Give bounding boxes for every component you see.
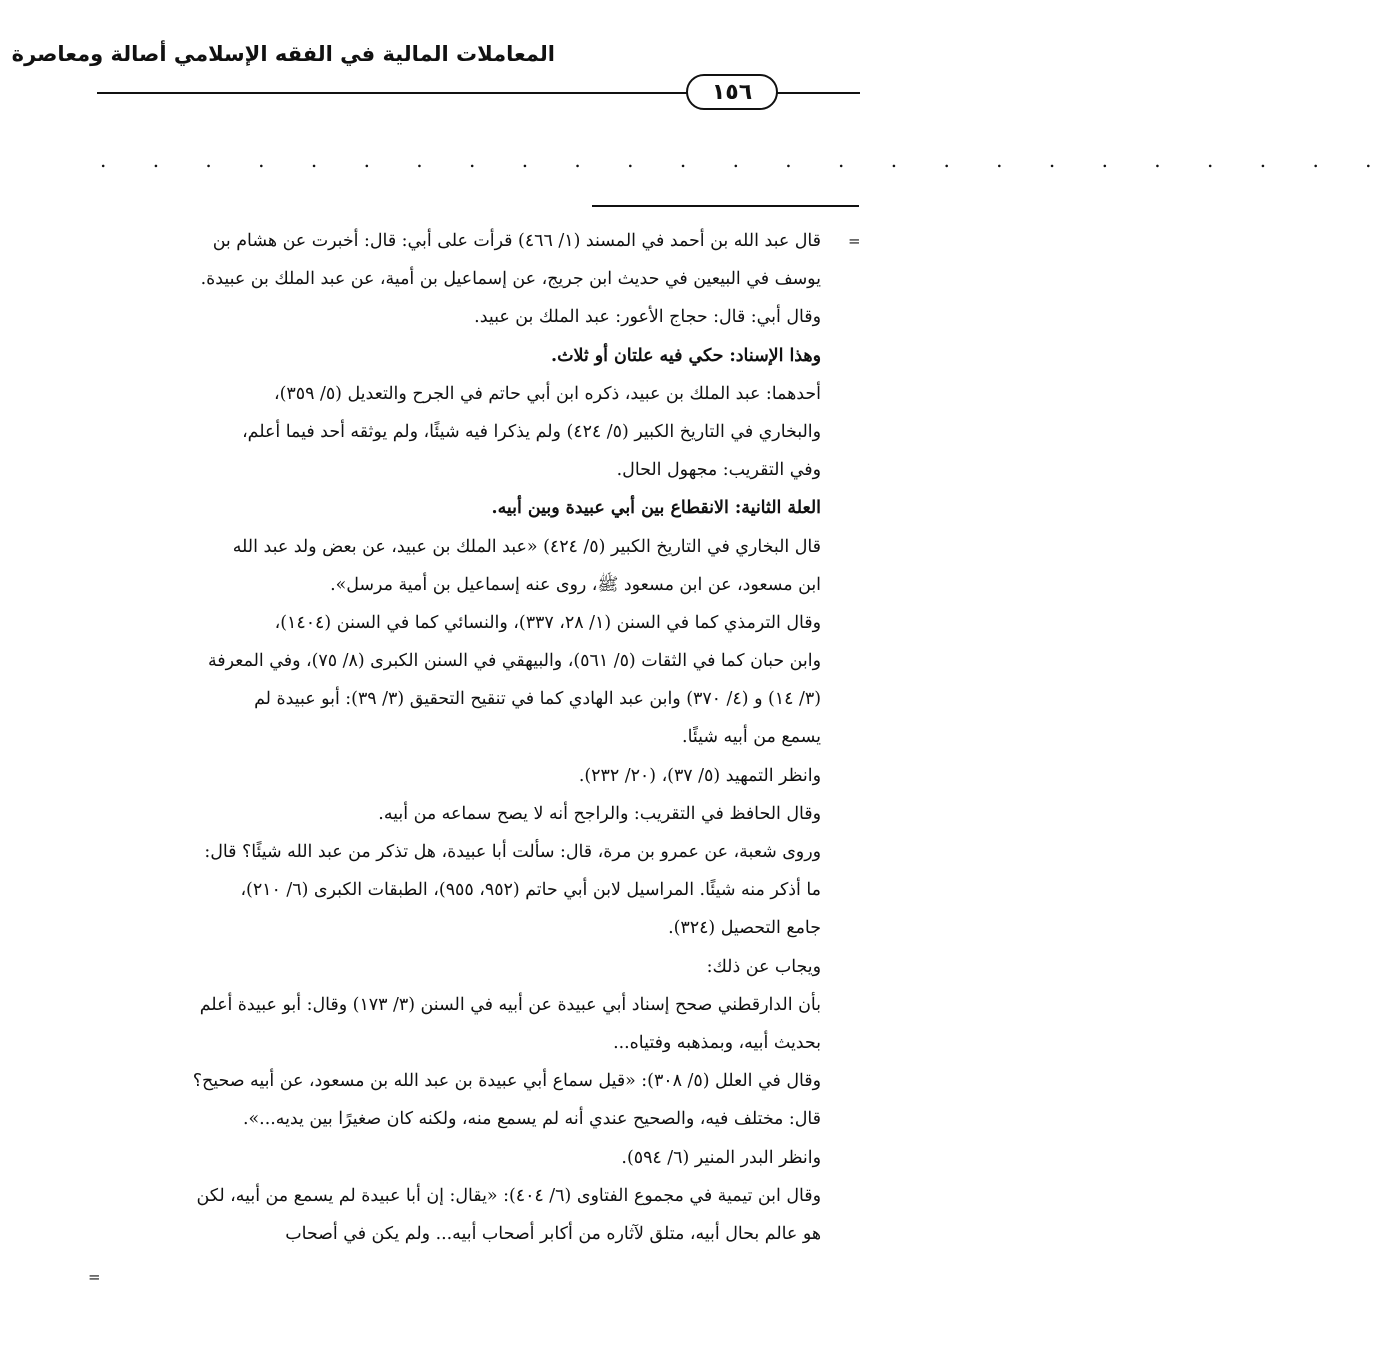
footnote-line: وانظر التمهيد (٥/ ٣٧)، (٢٠/ ٢٣٢). bbox=[578, 765, 821, 786]
running-header-title: المعاملات المالية في الفقه الإسلامي أصالة ومعاصرة bbox=[11, 42, 555, 66]
continuation-mark-bottom: = bbox=[88, 1268, 101, 1286]
footnote-line: ابن مسعود، عن ابن مسعود ﷺ، روى عنه إسماعيل بن أمية مرسل». bbox=[330, 574, 821, 595]
footnote-line: وفي التقريب: مجهول الحال. bbox=[616, 460, 821, 481]
footnote-rule bbox=[592, 205, 859, 207]
footnote-line: قال البخاري في التاريخ الكبير (٥/ ٤٢٤) «عبد الملك بن عبيد، عن بعض ولد عبد الله bbox=[232, 536, 821, 557]
footnote-line: ويجاب عن ذلك: bbox=[706, 956, 821, 977]
footnote-line: وقال ابن تيمية في مجموع الفتاوى (٦/ ٤٠٤): «يقال: إن أبا عبيدة لم يسمع من أبيه، لكن bbox=[196, 1185, 821, 1206]
footnote-line: هو عالم بحال أبيه، متلق لآثاره من أكابر أصحاب أبيه... ولم يكن في أصحاب bbox=[285, 1223, 821, 1244]
footnote-line: قال: مختلف فيه، والصحيح عندي أنه لم يسمع منه، ولكنه كان صغيرًا بين يديه...». bbox=[243, 1109, 821, 1130]
footnote-line: يسمع من أبيه شيئًا. bbox=[682, 727, 821, 748]
footnote-line: جامع التحصيل (٣٢٤). bbox=[668, 918, 821, 939]
continuation-mark-top: = bbox=[848, 232, 861, 250]
dot-separator: . . . . . . . . . . . . . . . . . . . . . . . . . bbox=[100, 148, 1392, 172]
footnote-line: وانظر البدر المنير (٦/ ٥٩٤). bbox=[621, 1147, 821, 1168]
footnote-line: يوسف في البيعين في حديث ابن جريج، عن إسماعيل بن أمية، عن عبد الملك بن عبيدة. bbox=[200, 269, 821, 290]
footnote-line: وروى شعبة، عن عمرو بن مرة، قال: سألت أبا عبيدة، هل تذكر من عبد الله شيئًا؟ قال: bbox=[204, 842, 821, 862]
page-number bbox=[686, 74, 778, 110]
footnote-line: وقال الترمذي كما في السنن (١/ ٢٨، ٣٣٧)، والنسائي كما في السنن (١٤٠٤)، bbox=[274, 612, 821, 633]
footnote-line: وقال الحافظ في التقريب: والراجح أنه لا يصح سماعه من أبيه. bbox=[378, 803, 821, 824]
footnote-line: وقال أبي: قال: حجاج الأعور: عبد الملك بن عبيد. bbox=[474, 307, 821, 328]
footnote-line: والبخاري في التاريخ الكبير (٥/ ٤٢٤) ولم يذكرا فيه شيئًا، ولم يوثقه أحد فيما أعلم، bbox=[242, 421, 821, 442]
footnote-line: (٣/ ١٤) و (٤/ ٣٧٠) وابن عبد الهادي كما في تنقيح التحقيق (٣/ ٣٩): أبو عبيدة لم bbox=[254, 689, 821, 710]
footnote-line: ما أذكر منه شيئًا. المراسيل لابن أبي حاتم (٩٥٢، ٩٥٥)، الطبقات الكبرى (٦/ ٢١٠)، bbox=[240, 880, 821, 901]
footnote-body bbox=[78, 222, 821, 1253]
page-number-text: ١٥٦ bbox=[711, 79, 753, 105]
footnote-line: أحدهما: عبد الملك بن عبيد، ذكره ابن أبي حاتم في الجرح والتعديل (٥/ ٣٥٩)، bbox=[274, 383, 821, 404]
footnote-line: وابن حبان كما في الثقات (٥/ ٥٦١)، والبيهقي في السنن الكبرى (٨/ ٧٥)، وفي المعرفة bbox=[207, 651, 821, 672]
footnote-line: بأن الدارقطني صحح إسناد أبي عبيدة عن أبيه في السنن (٣/ ١٧٣) وقال: أبو عبيدة أعلم bbox=[199, 994, 821, 1015]
footnote-line: العلة الثانية: الانقطاع بين أبي عبيدة وبين أبيه. bbox=[491, 498, 821, 519]
footnote-line: وقال في العلل (٥/ ٣٠٨): «قيل سماع أبي عبيدة بن عبد الله بن مسعود، عن أبيه صحيح؟ bbox=[192, 1071, 821, 1092]
footnote-line: وهذا الإسناد: حكي فيه علتان أو ثلاث. bbox=[551, 345, 821, 366]
footnote-line: قال عبد الله بن أحمد في المسند (١/ ٤٦٦) قرأت على أبي: قال: أخبرت عن هشام بن bbox=[212, 231, 821, 251]
footnote-line: بحديث أبيه، وبمذهبه وفتياه... bbox=[613, 1032, 821, 1053]
